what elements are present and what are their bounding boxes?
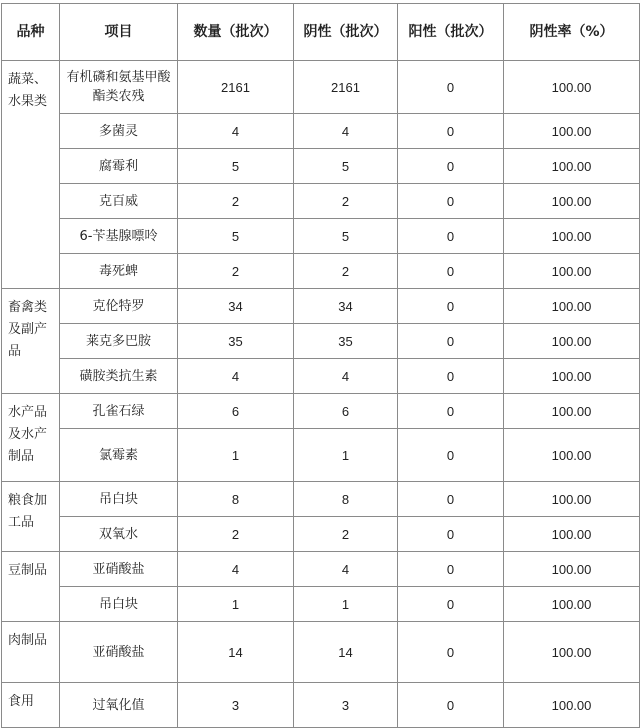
category-cell: 粮食加工品 [2,482,60,552]
positive-cell: 0 [398,289,504,324]
rate-cell: 100.00 [504,482,640,517]
negative-cell: 34 [294,289,398,324]
table-row [2,683,640,728]
positive-cell: 0 [398,552,504,587]
negative-cell: 5 [294,149,398,184]
table-row [2,114,640,149]
count-cell: 5 [178,149,294,184]
table-row [2,289,640,324]
positive-cell: 0 [398,394,504,429]
table-row [2,359,640,394]
category-cell: 肉制品 [2,622,60,683]
rate-cell: 100.00 [504,394,640,429]
category-cell: 水产品及水产制品 [2,394,60,482]
positive-cell: 0 [398,61,504,114]
header-count: 数量（批次） [178,4,294,61]
rate-cell: 100.00 [504,114,640,149]
negative-cell: 1 [294,429,398,482]
category-cell: 豆制品 [2,552,60,622]
header-negative-rate: 阴性率（%） [504,4,640,61]
count-cell: 5 [178,219,294,254]
negative-cell: 35 [294,324,398,359]
count-cell: 8 [178,482,294,517]
category-cell: 食用 [2,683,60,728]
count-cell: 3 [178,683,294,728]
header-negative: 阴性（批次） [294,4,398,61]
negative-cell: 6 [294,394,398,429]
rate-cell: 100.00 [504,683,640,728]
rate-cell: 100.00 [504,587,640,622]
count-cell: 2 [178,254,294,289]
header-category: 品种 [2,4,60,61]
positive-cell: 0 [398,517,504,552]
positive-cell: 0 [398,622,504,683]
table-row [2,552,640,587]
item-cell: 6-苄基腺嘌呤 [60,219,178,254]
rate-cell: 100.00 [504,219,640,254]
table-row [2,517,640,552]
table-row [2,149,640,184]
rate-cell: 100.00 [504,149,640,184]
count-cell: 1 [178,429,294,482]
negative-cell: 1 [294,587,398,622]
count-cell: 34 [178,289,294,324]
table-row [2,219,640,254]
item-cell: 双氧水 [60,517,178,552]
header-item: 项目 [60,4,178,61]
item-cell: 氯霉素 [60,429,178,482]
table-row [2,184,640,219]
table-row [2,587,640,622]
positive-cell: 0 [398,359,504,394]
count-cell: 14 [178,622,294,683]
count-cell: 4 [178,114,294,149]
positive-cell: 0 [398,587,504,622]
rate-cell: 100.00 [504,289,640,324]
positive-cell: 0 [398,482,504,517]
negative-cell: 3 [294,683,398,728]
item-cell: 亚硝酸盐 [60,622,178,683]
item-cell: 克伦特罗 [60,289,178,324]
negative-cell: 4 [294,114,398,149]
negative-cell: 2 [294,184,398,219]
positive-cell: 0 [398,429,504,482]
count-cell: 4 [178,359,294,394]
table-row [2,324,640,359]
table-row [2,429,640,482]
negative-cell: 2 [294,517,398,552]
item-cell: 吊白块 [60,587,178,622]
item-cell: 莱克多巴胺 [60,324,178,359]
count-cell: 2 [178,517,294,552]
positive-cell: 0 [398,114,504,149]
positive-cell: 0 [398,254,504,289]
item-cell: 克百威 [60,184,178,219]
count-cell: 4 [178,552,294,587]
item-cell: 多菌灵 [60,114,178,149]
category-cell: 畜禽类及副产品 [2,289,60,394]
rate-cell: 100.00 [504,429,640,482]
category-cell: 蔬菜、水果类 [2,61,60,289]
item-cell: 孔雀石绿 [60,394,178,429]
count-cell: 1 [178,587,294,622]
negative-cell: 8 [294,482,398,517]
item-cell: 腐霉利 [60,149,178,184]
item-cell: 过氧化值 [60,683,178,728]
positive-cell: 0 [398,184,504,219]
negative-cell: 2 [294,254,398,289]
item-cell: 有机磷和氨基甲酸酯类农残 [60,61,178,114]
table-row [2,622,640,683]
positive-cell: 0 [398,219,504,254]
rate-cell: 100.00 [504,254,640,289]
rate-cell: 100.00 [504,61,640,114]
rate-cell: 100.00 [504,622,640,683]
rate-cell: 100.00 [504,517,640,552]
table-row [2,61,640,114]
header-row [2,4,640,61]
table-row [2,254,640,289]
count-cell: 35 [178,324,294,359]
negative-cell: 4 [294,552,398,587]
count-cell: 2161 [178,61,294,114]
table-row [2,394,640,429]
rate-cell: 100.00 [504,359,640,394]
count-cell: 6 [178,394,294,429]
item-cell: 吊白块 [60,482,178,517]
item-cell: 毒死蜱 [60,254,178,289]
negative-cell: 5 [294,219,398,254]
negative-cell: 14 [294,622,398,683]
negative-cell: 2161 [294,61,398,114]
header-positive: 阳性（批次） [398,4,504,61]
table-row [2,482,640,517]
count-cell: 2 [178,184,294,219]
positive-cell: 0 [398,324,504,359]
rate-cell: 100.00 [504,184,640,219]
inspection-results-table [1,3,640,728]
positive-cell: 0 [398,683,504,728]
item-cell: 亚硝酸盐 [60,552,178,587]
negative-cell: 4 [294,359,398,394]
item-cell: 磺胺类抗生素 [60,359,178,394]
positive-cell: 0 [398,149,504,184]
rate-cell: 100.00 [504,324,640,359]
rate-cell: 100.00 [504,552,640,587]
